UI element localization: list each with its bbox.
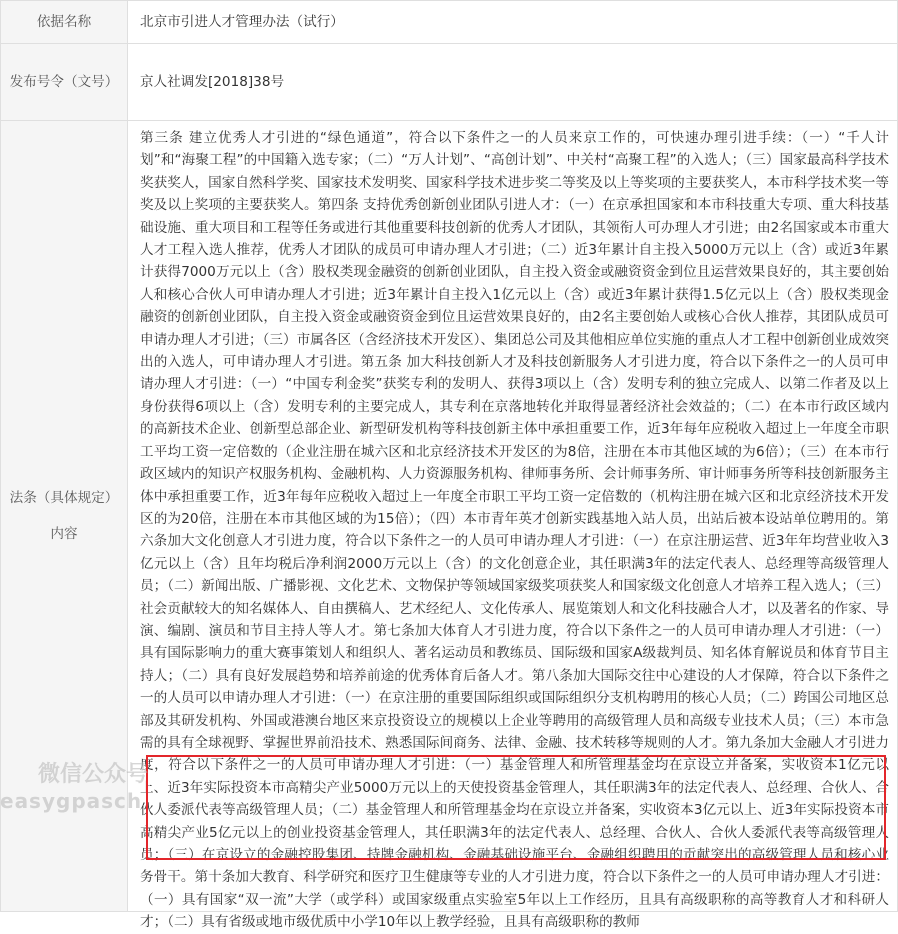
table-row (1, 121, 898, 912)
article-content-label: 法条（具体规定）内容 (1, 121, 128, 912)
watermark-line-2: easygpasch (0, 789, 143, 813)
basis-name-value: 北京市引进人才管理办法（试行） (128, 1, 898, 44)
table-row (1, 44, 898, 121)
watermark-line-1: 微信公众号 (38, 762, 149, 787)
doc-number-value: 京人社调发[2018]38号 (128, 44, 898, 121)
table-row (1, 1, 898, 44)
doc-number-label: 发布号令（文号） (1, 44, 128, 121)
basis-name-label: 依据名称 (1, 1, 128, 44)
article-content-cell (128, 121, 898, 931)
article-content-text: 第三条 建立优秀人才引进的“绿色通道”，符合以下条件之一的人员来京工作的，可快速办理引进手续：（一）“千人计划”和“海聚工程”的中国籍入选专家；（二）“万人计划”、“高创计划”、中关村“高聚工程”的入选人；（三）国家最高科学技术奖获奖人，国家自然科学奖、国家技术发明奖、国家科学技术进步奖二等奖及以上等奖项的主要获奖人，本市科学技术奖一等奖及以上奖项的主要获奖人。第四条 支持优秀创新创业团队引进人才：（一）在京承担国家和本市科技重大专项、重大科技基础设施、重大项目和工程等任务或进行其他重要科技创新的优秀人才团队，其领衔人可办理人才引进；由2名国家或本市重大人才工程入选人推荐，优秀人才团队的成员可申请办理人才引进；（二）近3年累计自主投入5000万元以上（含）或近3年累计获得7000万元以上（含）股权类现金融资的创新创业团队，自主投入资金或融资资金到位且运营效果良好的，其主要创始人和核心合伙人可申请办理人才引进；近3年累计自主投入1亿元以上（含）或近3年累计获得1.5亿元以上（含）股权类现金融资的创新创业团队，自主投入资金或融资资金到位且运营效果良好的，由2名主要创始人或核心合伙人推荐，其团队成员可申请办理人才引进；（三）市属各区（含经济技术开发区）、集团总公司及其他相应单位实施的重点人才工程中创新创业成效突出的入选人，可申请办理人才引进。第五条 加大科技创新人才及科技创新服务人才引进力度，符合以下条件之一的人员可申请办理人才引进：（一）“中国专利金奖”获奖专利的发明人、获得3项以上（含）发明专利的独立完成人、以第二作者及以上身份获得6项以上（含）发明专利的主要完成人，其专利在京落地转化并取得显著经济社会效益的；（二）在本市行政区域内的高新技术企业、创新型总部企业、新型研发机构等科技创新主体中承担重要工作，近3年每年应税收入超过上一年度全市职工平均工资一定倍数的（企业注册在城六区和北京经济技术开发区的为8倍，注册在本市其他区域的为6倍）；（三）在本市行政区域内的知识产权服务机构、金融机构、人力资源服务机构、律师事务所、会计师事务所、审计师事务所等科技创新服务主体中承担重要工作，近3年每年应税收入超过上一年度全市职工平均工资一定倍数的（机构注册在城六区和北京经济技术开发区的为20倍，注册在本市其他区域的为15倍）；（四）本市青年英才创新实践基地入站人员，出站后被本设站单位聘用的。第六条加大文化创意人才引进力度，符合以下条件之一的人员可申请办理人才引进：（一）在京注册运营、近3年年均营业收入3亿元以上（含）且年均税后净利润2000万元以上（含）的文化创意企业，其任职满3年的法定代表人、总经理等高级管理人员；（二）新闻出版、广播影视、文化艺术、文物保护等领域国家级奖项获奖人和国家级文化创意人才培养工程入选人；（三）社会贡献较大的知名媒体人、自由撰稿人、艺术经纪人、文化传承人、展览策划人和文化科技融合人才，以及著名的作家、导演、编剧、演员和节目主持人等人才。第七条加大体育人才引进力度，符合以下条件之一的人员可申请办理人才引进：（一）具有国际影响力的重大赛事策划人和组织人、著名运动员和教练员、国际级和国家A级裁判员、知名体育解说员和体育节目主持人；（二）具有良好发展趋势和培养前途的优秀体育后备人才。第八条加大国际交往中心建设的人才保障，符合以下条件之一的人员可以申请办理人才引进：（一）在京注册的重要国际组织或国际组织分支机构聘用的核心人员；（二）跨国公司地区总部及其研发机构、外国或港澳台地区来京投资设立的规模以上企业等聘用的高级管理人员和高级专业技术人员；（三）本市急需的具有全球视野、掌握世界前沿技术、熟悉国际间商务、法律、金融、技术转移等规则的人才。第九条加大金融人才引进力度，符合以下条件之一的人员可申请办理人才引进：（一）基金管理人和所管理基金均在京设立并备案，实收资本1亿元以上、近3年实际投资本市高精尖产业5000万元以上的天使投资基金管理人，其任职满3年的法定代表人、总经理、合伙人、合伙人委派代表等高级管理人员；（二）基金管理人和所管理基金均在京设立并备案，实收资本3亿元以上、近3年实际投资本市高精尖产业5亿元以上的创业投资基金管理人，其任职满3年的法定代表人、总经理、合伙人、合伙人委派代表等高级管理人员；（三）在京设立的金融控股集团、持牌金融机构、金融基础设施平台、金融组织聘用的贡献突出的高级管理人员和核心业务骨干。第十条加大教育、科学研究和医疗卫生健康等专业的人才引进力度，符合以下条件之一的人员可申请办理人才引进：（一）具有国家“双一流”大学（或学科）或国家级重点实验室5年以上工作经历，且具有高级职称的高等教育人才和科研人才；（二）具有省级或地市级优质中小学10年以上教学经验，且具有高级职称的教师 (140, 130, 889, 931)
